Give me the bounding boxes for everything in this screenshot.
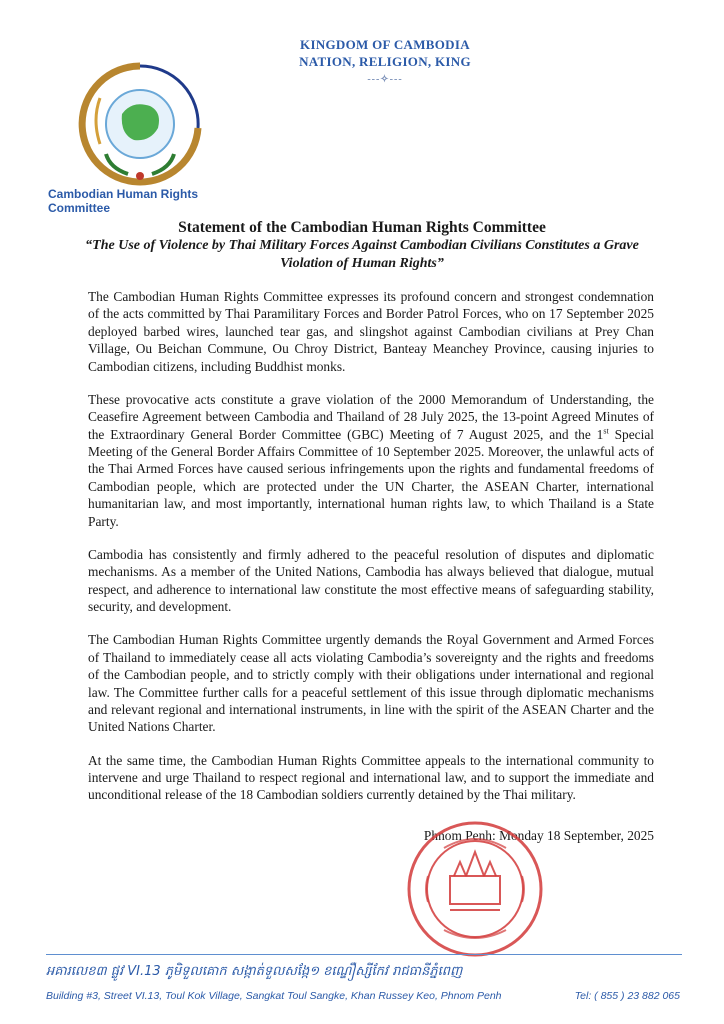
paragraph-2-part-2: Special Meeting of the General Border Affairs Committee of 10 September 2025. Moreover, the unlawful acts of the Thai Armed Forces have caused serious infringements upon the rights and fundamental freedoms of Cambodian people, which are protected under the UN Charter, the ASEAN Charter, international humanitarian law, and most importantly, international human rights law, to which Thailand is a State Party.	[88, 426, 654, 529]
paragraph-5: At the same time, the Cambodian Human Rights Committee appeals to the international community to intervene and urge Thailand to respect regional and international law, and to support the immediate and unconditional release of the 18 Cambodian soldiers currently detained by the Thai military.	[88, 752, 654, 803]
footer-divider	[46, 954, 682, 955]
statement-heading	[60, 218, 664, 273]
statement-body	[88, 288, 654, 820]
header-ornament: ---✧---	[367, 74, 403, 85]
paragraph-4: The Cambodian Human Rights Committee urgently demands the Royal Government and Armed Forces of Thailand to immediately cease all acts violating Cambodia’s sovereignty and the rights and freedoms of the Cambodian people, and to strictly comply with their obligations under international and regional law. The Committee further calls for a peaceful settlement of this issue through diplomatic mechanisms and relevant regional and international instruments, in line with the spirit of the ASEAN Charter and the United Nations Charter.	[88, 632, 654, 735]
paragraph-2-part-1: These provocative acts constitute a grave violation of the 2000 Memorandum of Understanding, the Ceasefire Agreement between Cambodia and Thailand of 28 July 2025, the 13-point Agreed Minutes of the Extraordinary General Border Committee (GBC) Meeting of 7 August 2025, and the 1	[88, 391, 654, 442]
paragraph-3: Cambodia has consistently and firmly adhered to the peaceful resolution of disputes and diplomatic mechanisms. As a member of the United Nations, Cambodia has always believed that dialogue, mutual respect, and adherence to international law constitute the most effective means of safeguarding stability, security, and development.	[88, 546, 654, 615]
footer-telephone: Tel: ( 855 ) 23 882 065	[574, 990, 680, 1002]
place-and-date: Phnom Penh: Monday 18 September, 2025	[423, 828, 654, 843]
statement-subtitle: “The Use of Violence by Thai Military Forces Against Cambodian Civilians Constitutes a Grave Violation of Human Rights”	[85, 238, 639, 271]
paragraph-2	[88, 391, 654, 530]
paragraph-1: The Cambodian Human Rights Committee expresses its profound concern and strongest condemnation of the acts committed by Thai Paramilitary Forces and Border Patrol Forces, who on 17 September 2025 deployed barbed wires, launched tear gas, and slingshot against Cambodian civilians at Prey Chan Village, Ou Beichan Commune, Ou Chroy District, Banteay Meanchey Province, causing injuries to Cambodian citizens, including Buddhist monks.	[88, 289, 654, 374]
statement-title: Statement of the Cambodian Human Rights Committee	[178, 219, 546, 236]
committee-logo	[70, 58, 210, 188]
letterhead-header	[270, 36, 500, 85]
organization-name: Cambodian Human Rights Committee	[48, 187, 199, 215]
footer-address: Building #3, Street VI.13, Toul Kok Village, Sangkat Toul Sangke, Khan Russey Keo, Phnom Penh	[46, 990, 502, 1002]
country-name: KINGDOM OF CAMBODIA	[300, 37, 470, 52]
official-seal-stamp	[404, 818, 546, 960]
national-motto: NATION, RELIGION, KING	[299, 54, 471, 69]
ordinal-superscript: st	[603, 426, 609, 436]
footer-khmer-address: អគារលេខ៣ ផ្លូវ VI.13 ភូមិទួលគោក សង្កាត់ទួលសង្កែ១ ខណ្ឌឿស្សីកែវ រាជធានីភ្នំពេញ	[46, 964, 463, 979]
